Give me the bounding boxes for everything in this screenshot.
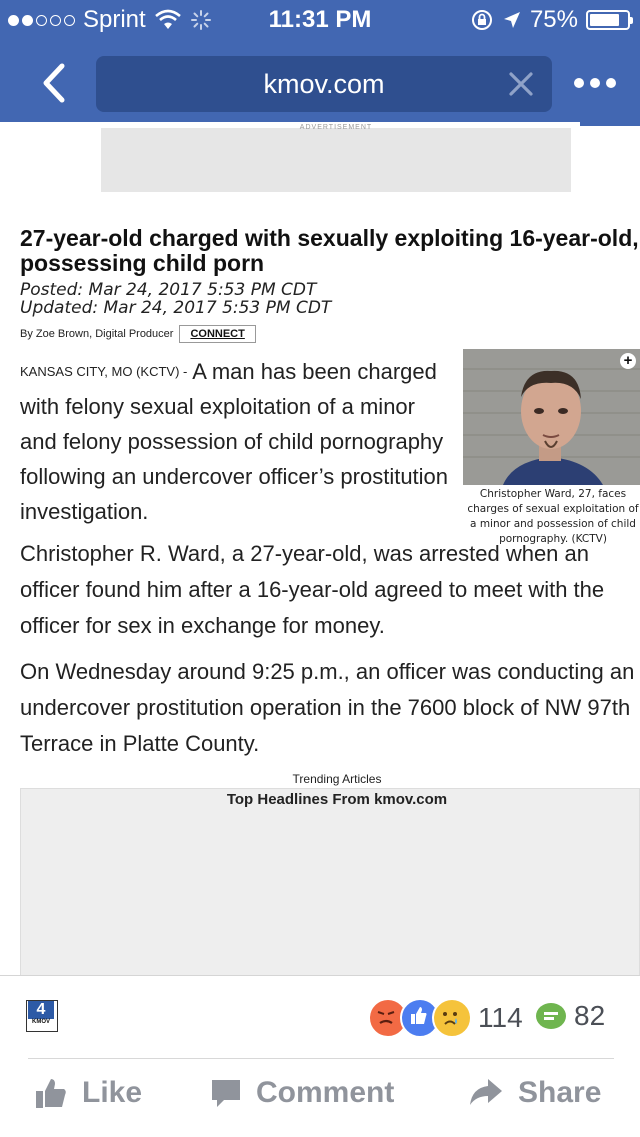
trending-label: Trending Articles	[292, 772, 382, 786]
trending-section	[20, 772, 640, 980]
comment-count: 82	[574, 1000, 606, 1031]
article	[20, 225, 640, 808]
back-arrow-icon[interactable]	[34, 62, 76, 104]
like-button[interactable]	[34, 1076, 142, 1110]
like-label: Like	[82, 1076, 143, 1109]
logo-text: KMOV	[32, 1019, 50, 1025]
url-text: kmov.com	[263, 69, 385, 99]
mugshot-image	[463, 349, 640, 485]
lead-paragraph	[20, 354, 450, 529]
comment-icon	[210, 1077, 242, 1109]
more-options-icon[interactable]	[574, 78, 616, 88]
byline	[20, 325, 640, 343]
battery-icon	[586, 10, 630, 30]
comment-bubble-icon	[536, 1003, 566, 1029]
expand-icon[interactable]: +	[620, 353, 636, 369]
sad-reaction-icon	[432, 998, 472, 1038]
battery-percent: 75%	[529, 6, 578, 33]
lead-text: A man has been charged with felony sexual exploitation of a minor and felony possession of child pornography following an undercover officer’s prostitution investigation.	[20, 359, 449, 524]
posted-date: Posted: Mar 24, 2017 5:53 PM CDT	[20, 280, 317, 300]
comment-label: Comment	[256, 1076, 395, 1109]
trending-widget[interactable]	[20, 788, 640, 980]
connect-button[interactable]: CONNECT	[179, 325, 255, 343]
updated-date: Updated: Mar 24, 2017 5:53 PM CDT	[20, 298, 332, 318]
ad-label: ADVERTISEMENT	[299, 124, 373, 131]
reactions-summary[interactable]	[368, 998, 523, 1038]
divider	[28, 1058, 614, 1059]
advertisement-slot[interactable]	[101, 124, 571, 192]
reaction-count: 114	[478, 1002, 523, 1033]
share-button[interactable]	[468, 1076, 601, 1110]
article-figure	[463, 349, 640, 547]
orientation-lock-icon	[470, 8, 494, 32]
mugshot-photo[interactable]	[463, 349, 640, 485]
status-bar	[0, 0, 640, 40]
dateline: KANSAS CITY, MO (KCTV) -	[20, 364, 188, 379]
clock: 11:31 PM	[268, 6, 372, 33]
trending-heading: Top Headlines From kmov.com	[226, 791, 448, 808]
article-paragraph: On Wednesday around 9:25 p.m., an officer was conducting an undercover prostitution operation in the 7600 block of NW 97th Terrace in Platte County.	[20, 659, 635, 756]
photo-caption: Christopher Ward, 27, faces charges of sexual exploitation of a minor and possession of child pornography. (KCTV)	[467, 488, 639, 545]
share-label: Share	[518, 1076, 602, 1109]
comment-button[interactable]	[210, 1076, 394, 1110]
kmov-logo[interactable]	[26, 1000, 58, 1032]
close-icon[interactable]	[504, 67, 538, 101]
article-paragraph: Christopher R. Ward, a 27-year-old, was arrested when an officer found him after a 16-year-old agreed to meet with the officer for sex in exchange for money.	[20, 541, 605, 638]
article-title: 27-year-old charged with sexually exploiting 16-year-old, possessing child porn	[20, 225, 639, 276]
share-arrow-icon	[468, 1077, 504, 1109]
logo-number: 4	[28, 1001, 54, 1019]
carrier-label: Sprint	[83, 6, 146, 33]
author: By Zoe Brown, Digital Producer	[20, 328, 174, 340]
top-bar	[0, 0, 640, 126]
bottom-bar	[0, 975, 640, 1137]
comments-summary[interactable]	[536, 1000, 605, 1032]
location-arrow-icon	[502, 10, 522, 30]
thumbs-up-icon	[34, 1076, 68, 1110]
url-bar[interactable]	[96, 56, 552, 112]
